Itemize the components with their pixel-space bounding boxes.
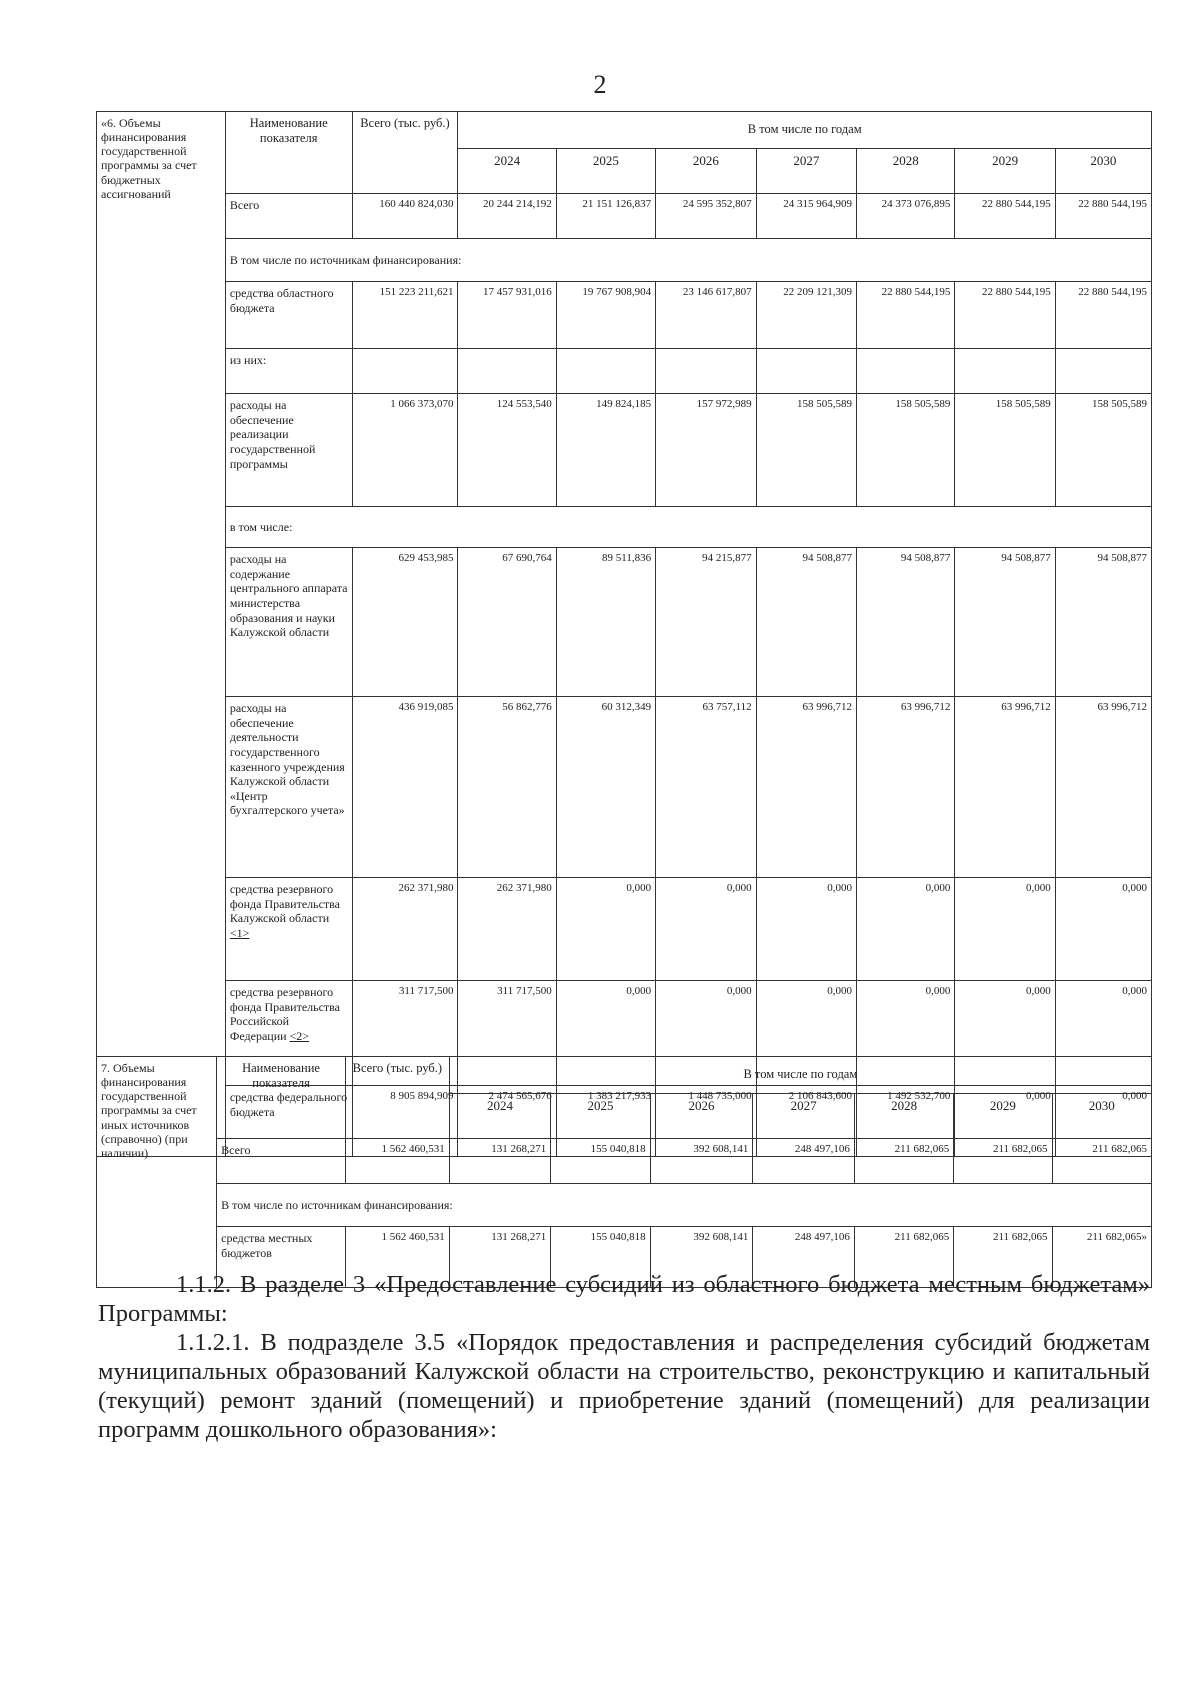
cell-2027: 0,000 [756, 981, 856, 1086]
cell-2028: 24 373 076,895 [857, 194, 955, 239]
cell-2026: 0,000 [656, 878, 756, 981]
cell-2027: 158 505,589 [756, 394, 856, 507]
row-total: 1 562 460,531 [345, 1227, 449, 1288]
year-header-2026: 2026 [656, 149, 756, 194]
cell-2029: 63 996,712 [955, 697, 1055, 878]
row-total: 629 453,985 [352, 548, 458, 697]
cell-2029: 211 682,065 [954, 1139, 1052, 1184]
subheading-row-label: В том числе по источникам финансирования: [225, 239, 1151, 282]
cell-2030: 0,000 [1055, 981, 1151, 1086]
cell-2028: 158 505,589 [857, 394, 955, 507]
cell-2027: 248 497,106 [753, 1139, 855, 1184]
financing-table-budget [96, 111, 1152, 1157]
row-total: 1 562 460,531 [345, 1139, 449, 1184]
cell-2030: 63 996,712 [1055, 697, 1151, 878]
cell-2025: 149 824,185 [556, 394, 655, 507]
cell-2025: 21 151 126,837 [556, 194, 655, 239]
header-total: Всего (тыс. руб.) [345, 1057, 449, 1139]
table-row [97, 394, 1152, 507]
cell-2025: 1 383 217,933 [556, 1086, 655, 1157]
cell-2025: 60 312,349 [556, 697, 655, 878]
row-total [352, 349, 458, 394]
cell-2027: 0,000 [756, 878, 856, 981]
cell-2026: 392 608,141 [650, 1139, 753, 1184]
year-header-2024: 2024 [458, 149, 556, 194]
cell-2024 [458, 349, 556, 394]
table-row [97, 1184, 1152, 1227]
year-header-2024: 2024 [449, 1094, 551, 1139]
year-header-2028: 2028 [854, 1094, 953, 1139]
cell-2029: 158 505,589 [955, 394, 1055, 507]
section-label: «6. Объемы финансирования государственной программы за счет бюджетных ассигнований [97, 112, 226, 1157]
row-label-text: из них: [229, 353, 267, 367]
row-total: 8 905 894,909 [352, 1086, 458, 1157]
cell-2030: 22 880 544,195 [1055, 194, 1151, 239]
table-row [97, 282, 1152, 349]
row-label-text: средства резервного фонда Правительства Калужской области [229, 882, 341, 926]
cell-2027: 94 508,877 [756, 548, 856, 697]
cell-2025 [556, 349, 655, 394]
cell-2028: 0,000 [857, 878, 955, 981]
year-header-2030: 2030 [1055, 149, 1151, 194]
cell-2029: 211 682,065 [954, 1227, 1052, 1288]
row-total: 1 066 373,070 [352, 394, 458, 507]
header-name: Наименование показателя [225, 112, 352, 194]
row-label-text: расходы на содержание центрального аппарата министерства образования и науки Калужской области [229, 552, 348, 640]
cell-2024: 262 371,980 [458, 878, 556, 981]
row-label-text: расходы на обеспечение деятельности государственного казенного учреждения Калужской области «Центр бухгалтерского учета» [229, 701, 345, 818]
cell-2029: 22 880 544,195 [955, 194, 1055, 239]
year-header-2028: 2028 [857, 149, 955, 194]
table-row [97, 878, 1152, 981]
cell-2026: 392 608,141 [650, 1227, 753, 1288]
section-label: 7. Объемы финансирования государственной программы за счет иных источников (справочно) (при наличии) [97, 1057, 217, 1288]
table-row [97, 1139, 1152, 1184]
financing-table-other-sources [96, 1056, 1152, 1288]
header-row [97, 1057, 1152, 1094]
cell-2029 [955, 349, 1055, 394]
cell-2028 [857, 349, 955, 394]
cell-2029: 0,000 [955, 1086, 1055, 1157]
cell-2027: 2 106 843,600 [756, 1086, 856, 1157]
cell-2024: 20 244 214,192 [458, 194, 556, 239]
cell-2026: 63 757,112 [656, 697, 756, 878]
subheading-row-label: в том числе: [225, 507, 1151, 548]
year-header-2030: 2030 [1052, 1094, 1151, 1139]
cell-2028: 0,000 [857, 981, 955, 1086]
cell-2030: 0,000 [1055, 878, 1151, 981]
cell-2030: 211 682,065 [1052, 1139, 1151, 1184]
cell-2027: 63 996,712 [756, 697, 856, 878]
cell-2026: 24 595 352,807 [656, 194, 756, 239]
cell-2024: 67 690,764 [458, 548, 556, 697]
cell-2028: 94 508,877 [857, 548, 955, 697]
row-label [225, 878, 352, 981]
cell-2030: 0,000 [1055, 1086, 1151, 1157]
cell-2026: 0,000 [656, 981, 756, 1086]
header-years-title: В том числе по годам [449, 1057, 1151, 1094]
cell-2025: 155 040,818 [551, 1227, 650, 1288]
table-row [97, 239, 1152, 282]
table-row [97, 194, 1152, 239]
header-total: Всего (тыс. руб.) [352, 112, 458, 194]
row-label-text: Всего [221, 1143, 251, 1157]
year-header-2026: 2026 [650, 1094, 753, 1139]
year-header-2029: 2029 [955, 149, 1055, 194]
cell-2030: 211 682,065» [1052, 1227, 1151, 1288]
cell-2026: 94 215,877 [656, 548, 756, 697]
page-number: 2 [593, 70, 607, 99]
row-label [225, 282, 352, 349]
cell-2028: 63 996,712 [857, 697, 955, 878]
cell-2026 [656, 349, 756, 394]
year-header-2027: 2027 [756, 149, 856, 194]
cell-2024: 311 717,500 [458, 981, 556, 1086]
cell-2028: 22 880 544,195 [857, 282, 955, 349]
cell-2025: 19 767 908,904 [556, 282, 655, 349]
cell-2027 [756, 349, 856, 394]
cell-2026: 157 972,989 [656, 394, 756, 507]
cell-2028: 1 492 532,700 [857, 1086, 955, 1157]
header-row [97, 112, 1152, 149]
paragraph-1-1-2: 1.1.2. В разделе 3 «Предоставление субсидий из областного бюджета местным бюджетам» Программы: [98, 1271, 1150, 1327]
cell-2028: 211 682,065 [854, 1139, 953, 1184]
subheading-row-label: В том числе по источникам финансирования: [217, 1184, 1152, 1227]
cell-2025: 155 040,818 [551, 1139, 650, 1184]
cell-2030: 94 508,877 [1055, 548, 1151, 697]
cell-2026: 1 448 735,000 [656, 1086, 756, 1157]
row-label-text: средства областного бюджета [229, 286, 334, 315]
row-label [225, 349, 352, 394]
header-name: Наименование показателя [217, 1057, 346, 1139]
footnote-ref-link[interactable]: <2> [289, 1028, 310, 1043]
row-label-text: средства резервного фонда Правительства Российской Федерации [229, 985, 341, 1043]
cell-2029: 0,000 [955, 981, 1055, 1086]
table-row [97, 349, 1152, 394]
footnote-ref-link[interactable]: <1> [229, 925, 250, 940]
cell-2024: 131 268,271 [449, 1227, 551, 1288]
year-header-2029: 2029 [954, 1094, 1052, 1139]
table-row [97, 697, 1152, 878]
year-header-2027: 2027 [753, 1094, 855, 1139]
cell-2024: 131 268,271 [449, 1139, 551, 1184]
table-row [97, 507, 1152, 548]
row-label-text: Всего [229, 198, 260, 212]
cell-2025: 0,000 [556, 878, 655, 981]
cell-2027: 24 315 964,909 [756, 194, 856, 239]
header-years-title: В том числе по годам [458, 112, 1152, 149]
cell-2030 [1055, 349, 1151, 394]
cell-2027: 248 497,106 [753, 1227, 855, 1288]
cell-2028: 211 682,065 [854, 1227, 953, 1288]
row-label [225, 548, 352, 697]
row-label-text: средства местных бюджетов [221, 1231, 313, 1260]
row-total: 262 371,980 [352, 878, 458, 981]
cell-2027: 22 209 121,309 [756, 282, 856, 349]
year-header-2025: 2025 [551, 1094, 650, 1139]
cell-2030: 158 505,589 [1055, 394, 1151, 507]
cell-2030: 22 880 544,195 [1055, 282, 1151, 349]
row-total: 311 717,500 [352, 981, 458, 1086]
cell-2025: 0,000 [556, 981, 655, 1086]
row-label [217, 1139, 346, 1184]
cell-2024: 17 457 931,016 [458, 282, 556, 349]
cell-2029: 22 880 544,195 [955, 282, 1055, 349]
cell-2025: 89 511,836 [556, 548, 655, 697]
cell-2024: 56 862,776 [458, 697, 556, 878]
cell-2026: 23 146 617,807 [656, 282, 756, 349]
row-total: 160 440 824,030 [352, 194, 458, 239]
body-text [98, 1270, 1150, 1444]
cell-2024: 124 553,540 [458, 394, 556, 507]
row-label [225, 194, 352, 239]
row-label-text: средства федерального бюджета [229, 1090, 348, 1119]
table-row [97, 548, 1152, 697]
row-label-text: расходы на обеспечение реализации государственной программы [229, 398, 316, 471]
cell-2024: 2 474 565,676 [458, 1086, 556, 1157]
year-header-2025: 2025 [556, 149, 655, 194]
cell-2029: 0,000 [955, 878, 1055, 981]
row-total: 436 919,085 [352, 697, 458, 878]
row-label [225, 697, 352, 878]
row-total: 151 223 211,621 [352, 282, 458, 349]
cell-2029: 94 508,877 [955, 548, 1055, 697]
paragraph-1-1-2-1: 1.1.2.1. В подразделе 3.5 «Порядок предоставления и распределения субсидий бюджетам муниципальных образований Калужской области на строительство, реконструкцию и капитальный (текущий) ремонт зданий (помещений) и приобретение зданий (помещений) для реализации программ дошкольного образования»: [98, 1329, 1150, 1443]
row-label [225, 394, 352, 507]
